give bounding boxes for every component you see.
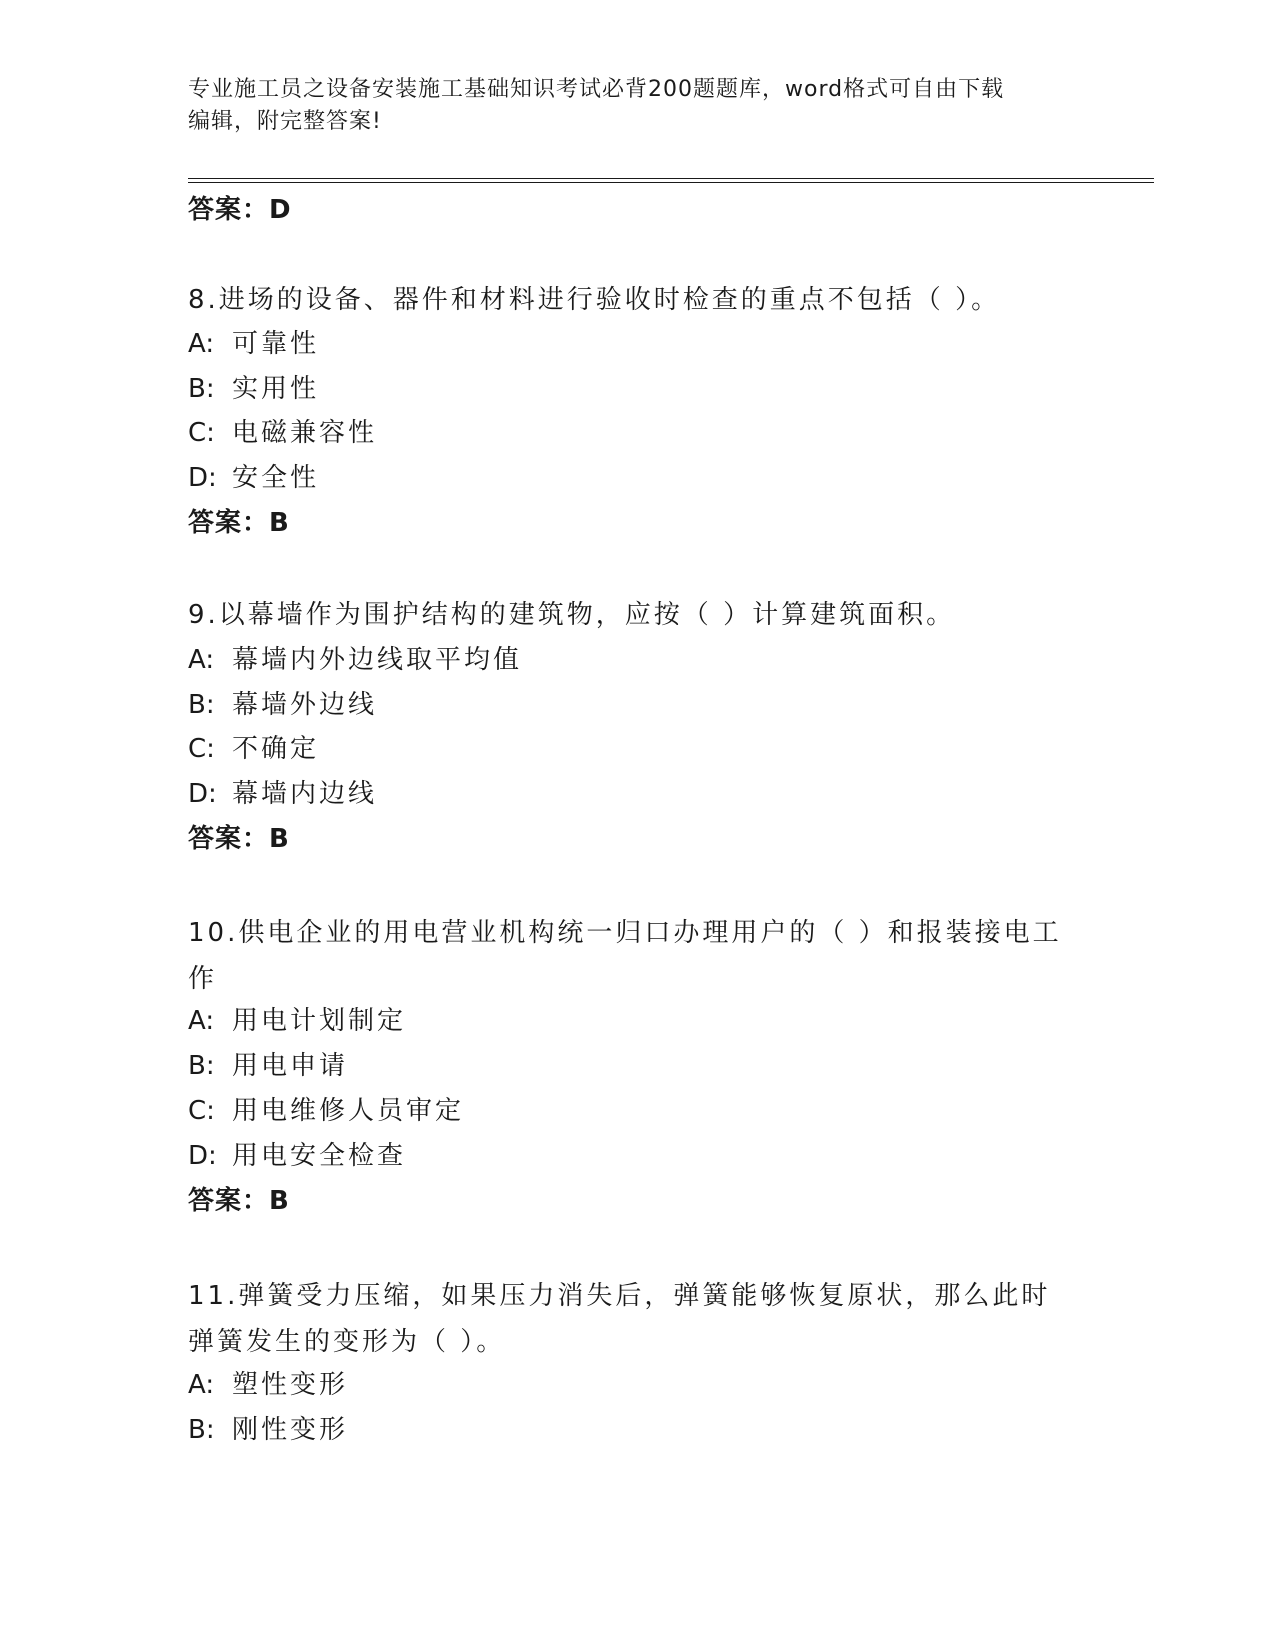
question-9-stem: 9.以幕墙作为围护结构的建筑物，应按（ ）计算建筑面积。 [188, 600, 956, 630]
question-8-option-a [188, 327, 319, 361]
question-11-stem: 11.弹簧受力压缩，如果压力消失后，弹簧能够恢复原状，那么此时弹簧发生的变形为（ ）。 [188, 1281, 1051, 1357]
question-10-stem: 10.供电企业的用电营业机构统一归口办理用户的（ ）和报装接电工作 [188, 918, 1062, 994]
question-8-answer: 答案：B [188, 508, 290, 538]
option-text: 用电维修人员审定 [232, 1096, 465, 1126]
option-label: A: [188, 1370, 215, 1400]
header-line-2: 编辑，附完整答案! [188, 109, 382, 134]
question-9-option-c [188, 732, 319, 766]
option-text: 电磁兼容性 [232, 418, 378, 448]
header-rule-bottom [188, 182, 1154, 183]
question-10-option-d [188, 1139, 406, 1173]
option-text: 塑性变形 [232, 1370, 349, 1400]
option-text: 用电安全检查 [232, 1141, 407, 1171]
header-rule-top [188, 178, 1154, 179]
question-10-answer: 答案：B [188, 1186, 290, 1216]
option-text: 不确定 [232, 734, 320, 764]
option-label: B: [188, 1415, 215, 1445]
option-text: 幕墙内外边线取平均值 [232, 645, 523, 675]
document-header [188, 74, 1068, 138]
option-label: C: [188, 1096, 215, 1126]
option-text: 实用性 [232, 374, 320, 404]
question-8-option-c [188, 416, 377, 450]
question-9-option-b [188, 688, 377, 722]
option-text: 用电计划制定 [232, 1006, 407, 1036]
question-8-option-b [188, 372, 319, 406]
question-10-option-b [188, 1049, 348, 1083]
option-label: C: [188, 418, 215, 448]
question-9-option-d [188, 777, 377, 811]
option-label: A: [188, 1006, 215, 1036]
option-text: 用电申请 [232, 1051, 349, 1081]
previous-answer: 答案：D [188, 195, 292, 225]
option-label: B: [188, 374, 215, 404]
option-label: A: [188, 329, 215, 359]
header-line-1: 专业施工员之设备安装施工基础知识考试必背200题题库，word格式可自由下载 [188, 77, 1005, 102]
question-8-option-d [188, 461, 319, 495]
option-text: 幕墙外边线 [232, 690, 378, 720]
option-label: C: [188, 734, 215, 764]
option-label: B: [188, 690, 215, 720]
question-10-option-a [188, 1004, 406, 1038]
option-label: B: [188, 1051, 215, 1081]
question-11-option-a [188, 1368, 348, 1402]
option-label: A: [188, 645, 215, 675]
option-text: 幕墙内边线 [232, 779, 378, 809]
option-label: D: [188, 463, 217, 493]
question-10-option-c [188, 1094, 464, 1128]
question-11-option-b [188, 1413, 348, 1447]
question-9-option-a [188, 643, 522, 677]
option-text: 安全性 [232, 463, 320, 493]
option-text: 刚性变形 [232, 1415, 349, 1445]
question-8-stem: 8.进场的设备、器件和材料进行验收时检查的重点不包括（ ）。 [188, 285, 1001, 315]
option-text: 可靠性 [232, 329, 320, 359]
option-label: D: [188, 1141, 217, 1171]
option-label: D: [188, 779, 217, 809]
question-9-answer: 答案：B [188, 824, 290, 854]
